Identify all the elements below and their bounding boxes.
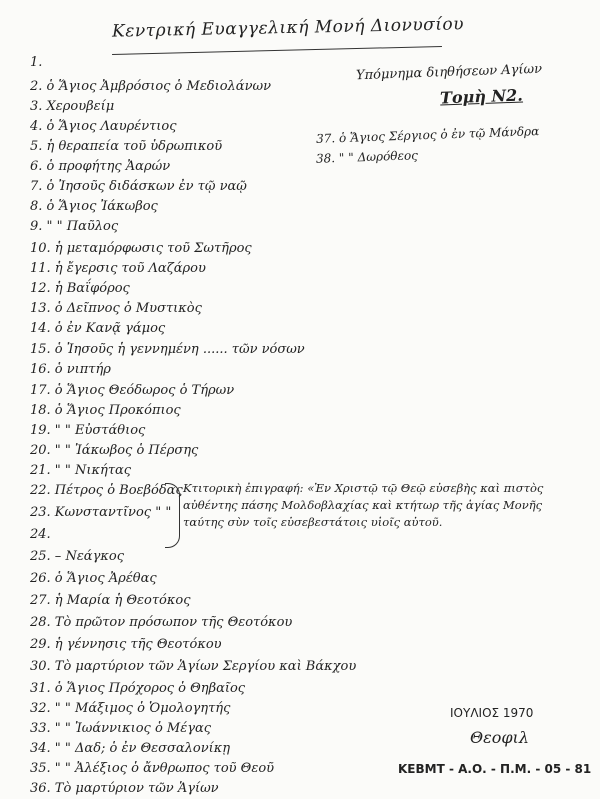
list-item: 25. – Νεάγκος bbox=[30, 549, 124, 564]
reference-code: ΚΕΒΜΤ - Α.Ο. - Π.Μ. - 05 - 81 bbox=[398, 762, 592, 776]
inscription-text: Κτιτορικὴ ἐπιγραφή: «Ἐν Χριστῷ τῷ Θεῷ εὐσεβὴς καὶ πιστὸς αὐθέντης πάσης Μολδοβλαχίας καὶ κτήτωρ τῆς ἁγίας Μονῆς ταύτης σὺν τοῖς εὐσεβεστάτοις υἱοῖς αὐτοῦ. bbox=[183, 481, 544, 529]
list-item: 6. ὁ προφήτης Ἀαρών bbox=[30, 159, 171, 174]
list-item: 15. ὁ Ἰησοῦς ἡ γεννημένη ...... τῶν νόσων bbox=[30, 342, 305, 357]
list-item: 5. ἡ θεραπεία τοῦ ὑδρωπικοῦ bbox=[30, 139, 223, 154]
list-item: 23. Κωνσταντῖνος " " bbox=[30, 505, 172, 520]
list-item: 11. ἡ ἔγερσις τοῦ Λαζάρου bbox=[30, 261, 206, 276]
list-item: 20. " " Ἰάκωβος ὁ Πέρσης bbox=[30, 443, 199, 458]
list-item: 12. ἡ Βαΐφόρος bbox=[30, 281, 130, 296]
list-item: 27. ἡ Μαρία ἡ Θεοτόκος bbox=[30, 593, 191, 608]
list-item: 1. bbox=[30, 55, 43, 70]
list-item: 28. Τὸ πρῶτον πρόσωπον τῆς Θεοτόκου bbox=[30, 615, 293, 630]
side-note-37: 37. ὁ Ἅγιος Σέργιος ὁ ἐν τῷ Μάνδρα bbox=[315, 124, 540, 146]
list-item: 36. Τὸ μαρτύριον τῶν Ἁγίων bbox=[30, 781, 219, 796]
list-item: 9. " " Παῦλος bbox=[30, 219, 119, 234]
list-item: 16. ὁ νιπτήρ bbox=[30, 362, 111, 377]
page-title: Κεντρική Ευαγγελική Μονή Διονυσίου bbox=[111, 14, 465, 42]
list-item: 3. Χερουβείμ bbox=[30, 99, 115, 114]
list-item: 18. ὁ Ἅγιος Προκόπιος bbox=[30, 403, 181, 418]
list-item: 10. ἡ μεταμόρφωσις τοῦ Σωτῆρος bbox=[30, 241, 252, 256]
list-item: 34. " " Δαδ; ὁ ἐν Θεσσαλονίκῃ bbox=[30, 741, 231, 756]
list-item: 4. ὁ Ἅγιος Λαυρέντιος bbox=[30, 119, 177, 134]
list-item: 22. Πέτρος ὁ Βοεβόδας bbox=[30, 483, 183, 498]
subtitle-line-1: Υπόμνημα διηθήσεων Αγίων bbox=[355, 61, 543, 84]
list-item: 33. " " Ἰωάννικιος ὁ Μέγας bbox=[30, 721, 212, 736]
list-item: 13. ὁ Δεῖπνος ὁ Μυστικὸς bbox=[30, 301, 202, 316]
subtitle-line-2: Τομὴ Ν2. bbox=[439, 85, 524, 108]
list-item: 14. ὁ ἐν Κανᾷ γάμος bbox=[30, 321, 166, 336]
list-item: 32. " " Μάξιμος ὁ Ὁμολογητής bbox=[30, 701, 231, 716]
inscription-bracket bbox=[165, 483, 180, 548]
list-item: 35. " " Ἀλέξιος ὁ ἄνθρωπος τοῦ Θεοῦ bbox=[30, 761, 275, 776]
list-item: 24. bbox=[30, 527, 51, 542]
list-item: 7. ὁ Ἰησοῦς διδάσκων ἐν τῷ ναῷ bbox=[30, 179, 247, 194]
list-item: 2. ὁ Ἅγιος Ἀμβρόσιος ὁ Μεδιολάνων bbox=[30, 79, 271, 94]
title-underline bbox=[112, 46, 442, 55]
list-item: 19. " " Εὐστάθιος bbox=[30, 423, 146, 438]
list-item: 8. ὁ Ἅγιος Ἰάκωβος bbox=[30, 199, 158, 214]
side-note-38: 38. " " Δωρόθεος bbox=[315, 148, 419, 166]
list-item: 31. ὁ Ἅγιος Πρόχορος ὁ Θηβαῖος bbox=[30, 681, 246, 696]
list-item: 29. ἡ γέννησις τῆς Θεοτόκου bbox=[30, 637, 222, 652]
signature: Θεοφιλ bbox=[470, 728, 529, 747]
list-item: 21. " " Νικήτας bbox=[30, 463, 132, 478]
list-item: 17. ὁ Ἅγιος Θεόδωρος ὁ Τήρων bbox=[30, 383, 235, 398]
list-item: 30. Τὸ μαρτύριον τῶν Ἁγίων Σεργίου καὶ Βάκχου bbox=[30, 659, 357, 674]
list-item: 26. ὁ Ἅγιος Ἀρέθας bbox=[30, 571, 157, 586]
date-label: ΙΟΥΛΙΟΣ 1970 bbox=[450, 706, 534, 720]
